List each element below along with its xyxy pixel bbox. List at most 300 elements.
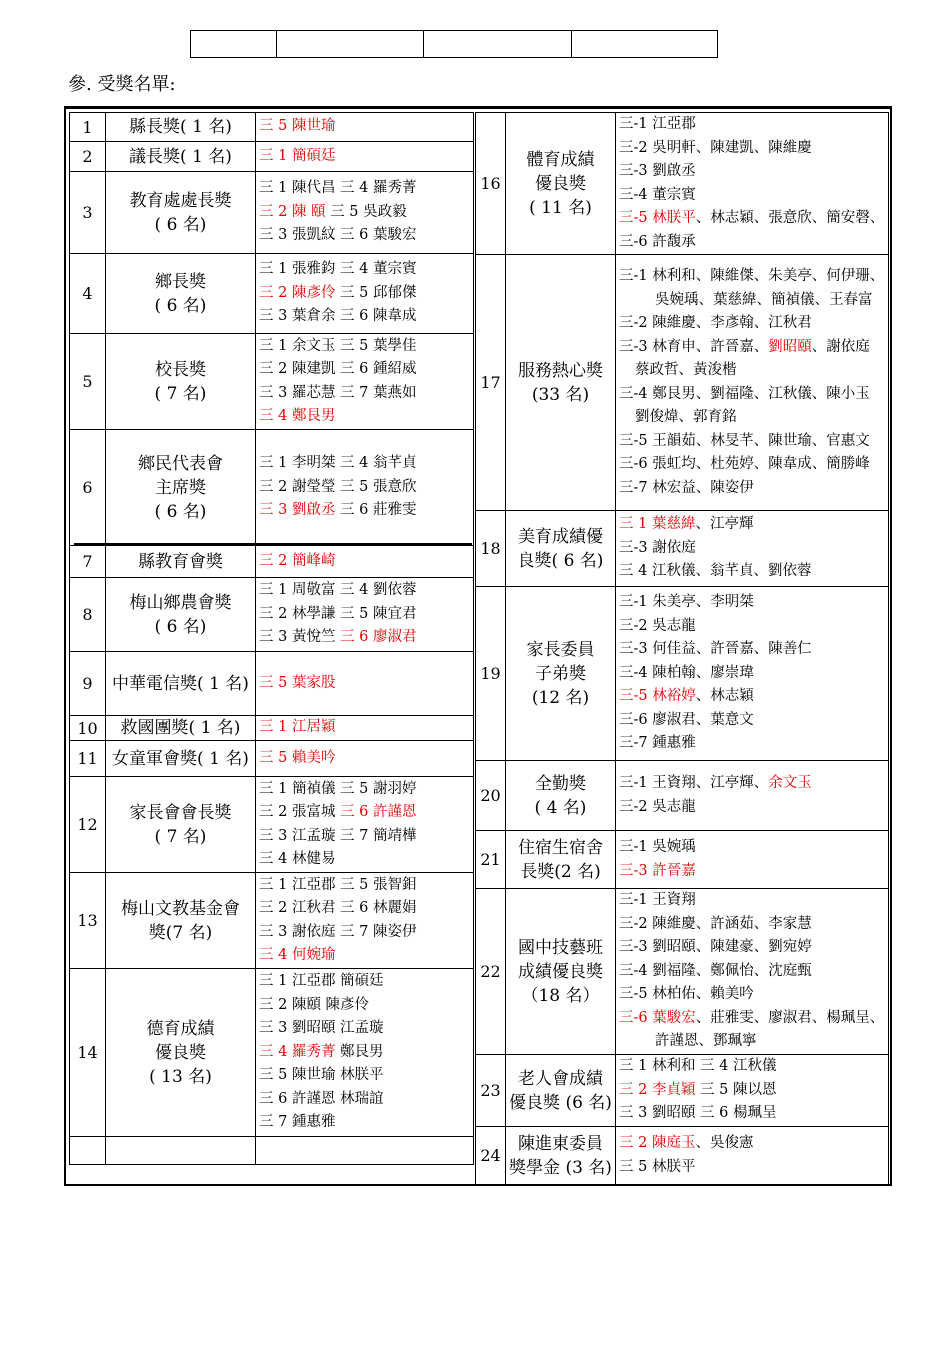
table-row — [476, 761, 889, 831]
highlighted-recipient: 三 4 何婉瑜 — [259, 947, 336, 963]
table-row — [70, 652, 474, 716]
recipient-line — [619, 591, 885, 615]
row-number: 10 — [70, 716, 106, 741]
award-name — [106, 873, 256, 969]
row-number: 14 — [70, 969, 106, 1137]
recipient-text: 三-2 吳志龍 — [619, 617, 696, 634]
award-name — [506, 511, 616, 587]
recipient-text: 三-2 陳維慶、李彥翰、江秋君 — [619, 315, 812, 331]
row-number: 2 — [70, 142, 106, 172]
award-name-line: 梅山文教基金會 — [121, 898, 240, 919]
highlighted-recipient: 三 4 鄭艮男 — [259, 408, 336, 424]
recipient-text: 三-2 陳維慶、許涵茹、李家慧 — [619, 915, 812, 932]
table-row — [70, 254, 474, 334]
recipient-line — [259, 1017, 470, 1041]
recipient-text: 三-4 鄭艮男、劉福隆、江秋儀、陳小玉 — [619, 385, 870, 402]
highlighted-recipient: 三 3 劉啟丞 — [259, 502, 336, 519]
award-name-line: ( 11 名) — [529, 197, 592, 218]
award-name — [506, 587, 616, 761]
award-name — [506, 1055, 616, 1127]
recipient-list — [256, 430, 474, 546]
recipient-line — [259, 994, 470, 1018]
recipient-text: 三-4 董宗賓 — [619, 186, 696, 203]
recipient-text: 三 1 陳代昌 三 4 羅秀菁 — [259, 180, 417, 197]
recipient-line — [619, 160, 885, 184]
recipient-line — [619, 615, 885, 639]
recipient-text: 蔡政哲、黃浚楷 — [635, 362, 737, 378]
recipient-line — [259, 405, 470, 429]
recipient-text: 三 1 簡禎儀 三 5 謝羽婷 — [259, 780, 417, 797]
row-number: 21 — [476, 831, 506, 889]
award-name-line: 縣教育會獎 — [138, 551, 223, 572]
recipient-line — [619, 477, 885, 501]
table-row — [70, 969, 474, 1137]
recipient-list — [616, 511, 889, 587]
award-name-line: ( 6 名) — [154, 214, 207, 235]
recipient-text: 劉俊煒、郭育銘 — [635, 409, 737, 425]
recipient-list — [256, 546, 474, 578]
recipient-text: 三-3 何佳益、許晉嘉、陳善仁 — [619, 641, 812, 658]
row-number: 9 — [70, 652, 106, 716]
recipient-list — [256, 652, 474, 716]
recipient-list — [256, 716, 474, 741]
recipient-line — [259, 145, 470, 169]
award-name — [106, 430, 256, 546]
recipient-line — [259, 305, 470, 329]
award-name-line: 教育處處長獎 — [129, 190, 232, 211]
recipient-list — [616, 889, 889, 1055]
recipient-text: 三 4 江秋儀、翁芊貞、劉依蓉 — [619, 563, 812, 580]
row-number: 7 — [70, 546, 106, 578]
highlighted-recipient: 三 5 賴美吟 — [259, 749, 336, 766]
recipient-text: 三 4 林健易 — [259, 851, 336, 867]
highlighted-recipient: 余文玉 — [768, 775, 812, 791]
award-name-line: 子弟獎 — [535, 663, 586, 684]
empty-cell — [256, 1137, 474, 1165]
award-name-line: ( 7 名) — [154, 383, 207, 404]
table-row — [70, 142, 474, 172]
recipient-line — [619, 137, 885, 161]
row-number: 24 — [476, 1127, 506, 1185]
recipient-line — [259, 626, 470, 650]
award-name-line: 老人會成績 — [518, 1068, 603, 1089]
recipient-line — [619, 1007, 885, 1031]
recipient-line — [259, 778, 470, 802]
recipient-text: 三 2 謝瑩瑩 三 5 張意欣 — [259, 478, 417, 495]
recipient-line — [619, 732, 885, 756]
recipient-line — [259, 921, 470, 945]
empty-row — [70, 1137, 474, 1165]
recipient-text: 三 3 葉倉余 三 6 陳韋成 — [259, 308, 417, 325]
header-cell — [572, 31, 717, 57]
recipient-line — [259, 335, 470, 359]
recipient-line — [619, 289, 885, 313]
recipient-line — [259, 201, 470, 225]
award-name — [106, 334, 256, 430]
award-name-line: 家長委員 — [526, 639, 595, 660]
recipient-line — [619, 184, 885, 208]
table-row — [70, 578, 474, 652]
recipient-line — [259, 801, 470, 825]
recipient-text: 三 3 江孟璇 三 7 簡靖樺 — [259, 827, 417, 844]
recipient-line — [619, 207, 885, 231]
recipient-text: 三-7 鍾惠雅 — [619, 735, 696, 752]
table-row — [476, 1055, 889, 1127]
award-name-line: 全勤獎 — [535, 773, 586, 794]
recipient-list — [616, 831, 889, 889]
recipient-text: 三 5 陳世瑜 林朕平 — [259, 1067, 384, 1084]
recipient-text: 三-1 朱美亭、李明桀 — [619, 594, 754, 611]
highlighted-recipient: 三 5 陳世瑜 — [259, 118, 336, 135]
recipient-text: 三 2 陳頤 陳彥伶 — [259, 996, 370, 1013]
award-name-line: 校長獎 — [155, 359, 206, 380]
recipient-text: 三-5 王韻茹、林旻芊、陳世瑜、官惠文 — [619, 432, 870, 449]
highlighted-recipient: 三 6 廖淑君 — [340, 629, 417, 646]
header-box — [190, 30, 718, 58]
recipient-line — [619, 685, 885, 709]
recipient-line — [259, 476, 470, 500]
recipient-line — [619, 1156, 885, 1180]
empty-cell — [70, 1137, 106, 1165]
recipient-line — [619, 513, 885, 537]
award-name-line: ( 6 名) — [154, 295, 207, 316]
table-row — [70, 777, 474, 873]
recipient-line — [259, 224, 470, 248]
recipient-line — [259, 603, 470, 627]
award-name-line: 鄉長獎 — [155, 271, 206, 292]
recipient-line — [259, 579, 470, 603]
table-row — [476, 587, 889, 761]
award-name-line: (33 名) — [531, 384, 590, 405]
highlighted-recipient: 三 1 簡碩廷 — [259, 147, 336, 164]
row-number: 8 — [70, 578, 106, 652]
award-name — [106, 716, 256, 741]
highlighted-recipient: 三 2 陳 頤 — [259, 203, 326, 220]
highlighted-recipient: 三 4 羅秀菁 — [259, 1043, 336, 1060]
recipient-list — [256, 334, 474, 430]
award-name — [506, 113, 616, 255]
table-row — [70, 716, 474, 741]
recipient-line — [259, 177, 470, 201]
recipient-line — [619, 1079, 885, 1103]
recipient-line — [259, 258, 470, 282]
recipient-text: 三-3 劉昭頤、陳建豪、劉宛婷 — [619, 939, 812, 956]
table-row — [476, 889, 889, 1055]
row-number: 23 — [476, 1055, 506, 1127]
table-row — [70, 873, 474, 969]
recipient-text: 三 1 張雅鈞 三 4 董宗賓 — [259, 261, 417, 278]
recipient-text: 三 1 李明桀 三 4 翁芊貞 — [259, 455, 417, 472]
table-row — [70, 172, 474, 254]
header-cell — [191, 31, 277, 57]
award-name — [506, 255, 616, 511]
award-name-line: 梅山鄉農會獎 — [129, 592, 232, 613]
row-number: 1 — [70, 113, 106, 142]
recipient-text: 三-2 吳志龍 — [619, 798, 696, 815]
row-number: 17 — [476, 255, 506, 511]
recipient-line — [619, 537, 885, 561]
table-row — [70, 546, 474, 578]
award-name-line: 優良獎 — [155, 1042, 206, 1063]
recipient-line — [619, 638, 885, 662]
recipient-line — [259, 970, 470, 994]
award-name-line: 鄉民代表會 — [138, 453, 223, 474]
recipient-text: 、江亭輝 — [695, 516, 754, 533]
recipient-text: 三 1 余文玉 三 5 葉學佳 — [259, 337, 417, 354]
recipient-line — [619, 960, 885, 984]
recipient-line — [619, 113, 885, 137]
award-name-line: ( 13 名) — [149, 1066, 212, 1087]
row-number: 13 — [70, 873, 106, 969]
recipient-text: 三 5 吳政毅 — [325, 203, 407, 220]
recipient-text: 三 3 黃悅竺 — [259, 629, 341, 646]
award-name-line: 陳進東委員 — [518, 1133, 603, 1154]
row-number: 12 — [70, 777, 106, 873]
recipient-text: 三 1 周敬富 三 4 劉依蓉 — [259, 582, 417, 599]
recipient-line — [619, 983, 885, 1007]
recipient-list — [256, 578, 474, 652]
header-cell — [277, 31, 424, 57]
highlighted-recipient: 三-6 葉駿宏 — [619, 1009, 696, 1026]
recipient-text: 三 2 江秋君 三 6 林麗娟 — [259, 900, 417, 916]
recipient-text: 、吳俊憲 — [695, 1135, 754, 1151]
recipient-text: 三 5 邱郁傑 — [335, 284, 417, 301]
recipient-text: 三 1 江亞郡 三 5 張智鉬 — [259, 876, 417, 893]
recipient-line — [259, 825, 470, 849]
highlighted-recipient: 三 6 許謹恩 — [340, 804, 417, 820]
recipient-line — [619, 1055, 885, 1079]
award-name-line: 獎(7 名) — [148, 922, 213, 943]
award-name-line: （18 名） — [521, 985, 600, 1006]
recipient-text: 三 3 劉昭頤 江孟璇 — [259, 1020, 384, 1037]
recipient-line — [619, 796, 885, 820]
row-number: 16 — [476, 113, 506, 255]
recipient-text: 三-7 林宏益、陳姿伊 — [619, 479, 754, 496]
award-name-line: 家長會會長獎 — [129, 802, 232, 823]
award-name — [506, 831, 616, 889]
recipient-line — [619, 406, 885, 430]
recipient-line — [259, 358, 470, 382]
table-row — [476, 831, 889, 889]
row-number: 18 — [476, 511, 506, 587]
recipient-line — [619, 860, 885, 884]
recipient-line — [619, 1132, 885, 1156]
recipient-line — [619, 913, 885, 937]
award-name-line: 成績優良獎 — [518, 961, 603, 982]
table-divider — [74, 543, 472, 546]
recipient-line — [259, 499, 470, 523]
recipient-text: 三-3 林育申、許晉嘉、 — [619, 338, 769, 355]
recipient-line — [259, 874, 470, 898]
recipient-line — [619, 709, 885, 733]
row-number: 19 — [476, 587, 506, 761]
highlighted-recipient: 三 1 葉慈緯 — [619, 516, 696, 533]
table-row — [476, 255, 889, 511]
recipient-line — [619, 453, 885, 477]
recipient-list — [616, 587, 889, 761]
award-name-line: 優良獎 (6 名) — [509, 1092, 612, 1113]
recipient-text: 三 3 劉昭頤 三 6 楊珮呈 — [619, 1105, 777, 1122]
recipient-list — [256, 172, 474, 254]
recipient-text: 鄭艮男 — [335, 1043, 384, 1060]
award-name — [506, 889, 616, 1055]
recipient-text: 、莊雅雯、廖淑君、楊珮呈、 — [695, 1009, 885, 1026]
header-cell — [424, 31, 571, 57]
row-number: 22 — [476, 889, 506, 1055]
award-name-line: 獎學金 (3 名) — [509, 1157, 612, 1178]
award-name — [106, 172, 256, 254]
recipient-list — [616, 1127, 889, 1185]
recipient-list — [256, 142, 474, 172]
award-name-line: 女童軍會獎( 1 名) — [112, 748, 249, 769]
award-name-line: 縣長獎( 1 名) — [129, 117, 232, 137]
recipient-text: 三-1 吳婉瑀 — [619, 839, 696, 855]
highlighted-recipient: 三 5 葉家股 — [259, 674, 336, 691]
recipient-text: 、謝依庭 — [811, 338, 870, 355]
recipient-line — [259, 1041, 470, 1065]
award-name-line: 體育成績 — [526, 149, 595, 170]
recipient-text: 三 7 鍾惠雅 — [259, 1114, 336, 1131]
recipient-text: 三 3 張凱紋 三 6 葉駿宏 — [259, 227, 417, 244]
recipient-line — [259, 1064, 470, 1088]
table-row — [476, 1127, 889, 1185]
award-name-line: 德育成績 — [146, 1018, 215, 1039]
recipient-line — [619, 336, 885, 360]
recipient-list — [256, 741, 474, 777]
recipient-line — [259, 1111, 470, 1135]
award-name-line: 良獎( 6 名) — [517, 550, 604, 571]
recipient-line — [619, 662, 885, 686]
recipient-line — [619, 836, 885, 860]
award-name — [106, 652, 256, 716]
recipient-text: 三-3 謝依庭 — [619, 539, 696, 556]
section-title: 參. 受獎名單: — [68, 74, 176, 95]
award-name-line: 救國團獎( 1 名) — [120, 718, 241, 738]
recipient-list — [616, 761, 889, 831]
award-name — [506, 1127, 616, 1185]
recipient-text: 三 1 江亞郡 簡碩廷 — [259, 973, 384, 990]
highlighted-recipient: 三 2 陳庭玉 — [619, 1135, 696, 1151]
award-name — [106, 254, 256, 334]
award-name — [106, 142, 256, 172]
highlighted-recipient: 三 2 陳彥伶 — [259, 284, 336, 301]
row-number: 6 — [70, 430, 106, 546]
recipient-list — [256, 113, 474, 142]
award-name — [106, 578, 256, 652]
row-number: 5 — [70, 334, 106, 430]
row-number: 11 — [70, 741, 106, 777]
recipient-text: 三-2 吳明軒、陳建凱、陳維慶 — [619, 139, 812, 156]
award-name-line: ( 4 名) — [534, 797, 587, 818]
award-name — [106, 777, 256, 873]
table-row — [70, 334, 474, 430]
table-row — [70, 741, 474, 777]
recipient-text: 三 2 林學謙 三 5 陳宜君 — [259, 605, 417, 622]
awards-table-left — [69, 112, 474, 1165]
recipient-line — [619, 772, 885, 796]
recipient-text: 三-1 王資翔 — [619, 892, 696, 909]
recipient-text: 、林志穎、張意欣、簡安磬、 — [695, 210, 885, 226]
table-row — [70, 430, 474, 546]
recipient-line — [619, 889, 885, 913]
recipient-text: 三-4 劉福隆、鄭佩怡、沈庭甄 — [619, 962, 812, 979]
empty-cell — [106, 1137, 256, 1165]
recipient-text: 三 2 陳建凱 三 6 鍾紹威 — [259, 361, 417, 377]
highlighted-recipient: 三-5 林裕婷 — [619, 688, 696, 705]
recipient-line — [619, 1030, 885, 1054]
recipient-text: 三-4 陳柏翰、廖崇瑋 — [619, 664, 754, 681]
recipient-line — [259, 452, 470, 476]
award-name-line: 長獎(2 名) — [520, 861, 601, 882]
table-row — [70, 113, 474, 142]
recipient-text: 三 5 陳以恩 — [695, 1081, 777, 1098]
recipient-list — [616, 113, 889, 255]
recipient-text: 三 3 謝依庭 三 7 陳姿伊 — [259, 923, 417, 940]
recipient-list — [256, 254, 474, 334]
highlighted-recipient: 三 1 江居穎 — [259, 719, 336, 736]
recipient-line — [619, 312, 885, 336]
table-row — [476, 511, 889, 587]
highlighted-recipient: 三-3 許晉嘉 — [619, 862, 696, 879]
table-row — [476, 113, 889, 255]
recipient-text: 三 2 張富城 — [259, 804, 341, 820]
award-name-line: 國中技藝班 — [518, 937, 603, 958]
recipient-line — [259, 282, 470, 306]
recipient-line — [259, 382, 470, 406]
recipient-line — [619, 430, 885, 454]
recipient-line — [619, 231, 885, 255]
recipient-text: 三 5 林朕平 — [619, 1158, 696, 1175]
recipient-line — [619, 383, 885, 407]
recipient-line — [259, 1088, 470, 1112]
recipient-list — [256, 969, 474, 1137]
highlighted-recipient: 三 2 簡峰崎 — [259, 552, 336, 569]
recipient-text: 三 6 莊雅雯 — [335, 502, 417, 519]
recipient-line — [259, 747, 470, 771]
recipient-line — [259, 672, 470, 696]
recipient-text: 吳婉瑀、葉慈緯、簡禎儀、王春富 — [655, 291, 873, 308]
award-name-line: 中華電信獎( 1 名) — [112, 673, 249, 694]
recipient-text: 三-1 王資翔、江亭輝、 — [619, 775, 769, 791]
highlighted-recipient: 劉昭頤 — [768, 338, 812, 355]
award-name-line: ( 6 名) — [154, 616, 207, 637]
awards-table-right — [475, 112, 889, 1185]
recipient-line — [619, 1102, 885, 1126]
recipient-list — [256, 873, 474, 969]
recipient-line — [259, 115, 470, 139]
row-number: 20 — [476, 761, 506, 831]
row-number: 3 — [70, 172, 106, 254]
recipient-text: 三 1 林利和 三 4 江秋儀 — [619, 1058, 777, 1075]
recipient-text: 三-6 許馥承 — [619, 233, 696, 250]
award-name-line: 議長獎( 1 名) — [129, 146, 232, 167]
award-name — [506, 761, 616, 831]
recipient-line — [619, 265, 885, 289]
recipient-text: 三-1 江亞郡 — [619, 116, 696, 132]
highlighted-recipient: 三-5 林朕平 — [619, 210, 696, 226]
award-name — [106, 546, 256, 578]
highlighted-recipient: 三 2 李貞穎 — [619, 1081, 696, 1098]
award-name-line: (12 名) — [531, 687, 590, 708]
award-name — [106, 969, 256, 1137]
award-name-line: 住宿生宿舍 — [518, 837, 603, 858]
recipient-text: 三-1 林利和、陳維傑、朱美亭、何伊珊、 — [619, 268, 885, 284]
award-name-line: ( 6 名) — [154, 501, 207, 522]
recipient-line — [259, 944, 470, 968]
recipient-text: 三 3 羅芯慧 三 7 葉燕如 — [259, 384, 417, 401]
recipient-text: 三-6 張虹均、杜苑婷、陳韋成、簡勝峰 — [619, 456, 870, 472]
award-name — [106, 741, 256, 777]
